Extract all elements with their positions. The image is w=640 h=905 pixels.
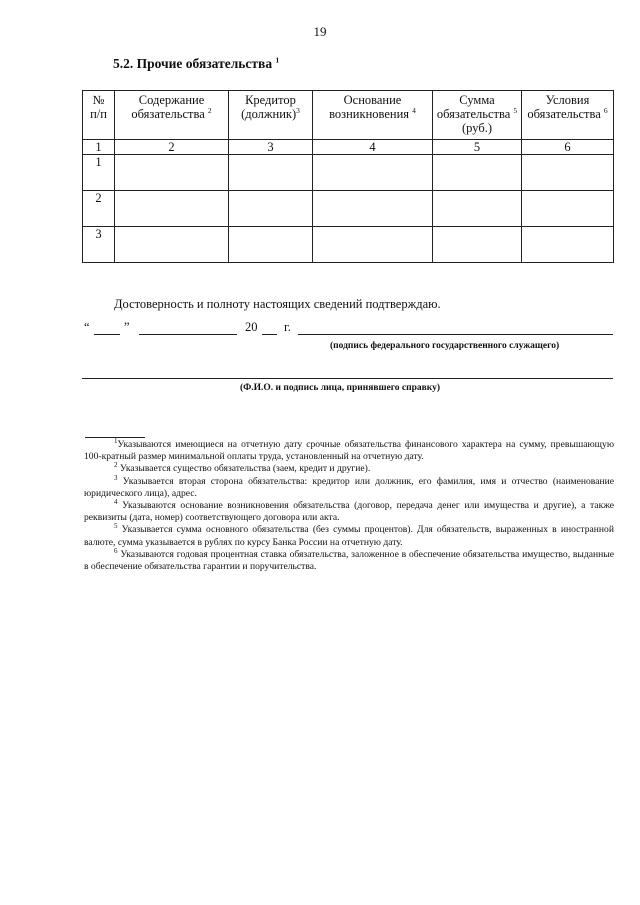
cell-basis[interactable] [313, 155, 433, 191]
column-number-row [83, 140, 614, 155]
footnote-ref: 5 [513, 105, 518, 115]
table-row [83, 155, 614, 191]
header-basis [313, 91, 433, 140]
page-number: 19 [313, 24, 327, 39]
footnote-mark: 2 [114, 461, 118, 470]
close-quote: ” [124, 320, 130, 334]
footnote-mark: 4 [114, 497, 118, 506]
header-number: № п/п [83, 91, 115, 140]
footnote-mark: 6 [114, 546, 118, 555]
footnote [84, 436, 614, 463]
signature-caption: (подпись федерального государственного служащего) [330, 341, 560, 351]
section-title-text: 5.2. Прочие обязательства [113, 56, 273, 71]
footnote-ref: 1 [275, 55, 280, 65]
footnote [84, 497, 614, 524]
header-label: Основание возникновения [329, 93, 410, 121]
header-content [115, 91, 229, 140]
footnote-ref: 4 [412, 105, 416, 115]
footnote-ref: 2 [207, 105, 212, 115]
footnote [84, 546, 614, 573]
month-field[interactable] [139, 320, 237, 335]
table-row [83, 191, 614, 227]
row-number: 2 [83, 191, 115, 227]
cell-creditor[interactable] [229, 227, 313, 263]
footnote-ref: 6 [603, 105, 608, 115]
footnote-text: Указываются основание возникновения обязательства (договор, передача денег или имущества и другие), а также реквизиты (дата, номер) соответствующего договора или акта. [84, 500, 614, 524]
open-quote: “ [84, 320, 90, 334]
footnote [84, 524, 614, 548]
footnote-text: Указываются годовая процентная ставка обязательства, заложенное в обеспечение обязательства имущество, выданные в обеспечение обязательства гарантии и поручительства. [84, 548, 614, 573]
footnote-text: Указывается вторая сторона обязательства: кредитор или должник, его фамилия, имя и отчество (наименование юридического лица), адрес. [84, 475, 614, 499]
footnotes [84, 436, 614, 573]
receiver-caption: (Ф.И.О. и подпись лица, принявшего справку) [239, 383, 441, 393]
cell-conditions[interactable] [522, 227, 614, 263]
row-number: 3 [83, 227, 115, 263]
footnote-mark: 1 [114, 436, 118, 445]
footnote [84, 473, 614, 500]
cell-basis[interactable] [313, 191, 433, 227]
cell-creditor[interactable] [229, 191, 313, 227]
cell-content[interactable] [115, 155, 229, 191]
date-signature-line [82, 320, 613, 340]
cell-basis[interactable] [313, 227, 433, 263]
row-number: 1 [83, 155, 115, 191]
column-number: 3 [229, 140, 313, 155]
header-label: Кредитор (должник) [241, 93, 297, 121]
cell-conditions[interactable] [522, 155, 614, 191]
footnote-mark: 3 [114, 473, 118, 482]
day-field[interactable] [94, 320, 120, 335]
cell-amount[interactable] [433, 191, 522, 227]
cell-content[interactable] [115, 227, 229, 263]
receiver-signature-field[interactable] [82, 378, 613, 379]
column-number: 6 [522, 140, 614, 155]
signature-field[interactable] [298, 320, 613, 335]
table-header-row [83, 91, 614, 140]
header-label: Условия обязательства [527, 93, 601, 121]
confirmation-text: Достоверность и полноту настоящих сведений подтверждаю. [114, 297, 441, 311]
cell-amount[interactable] [433, 227, 522, 263]
footnote-text: Указывается существо обязательства (заем, кредит и другие). [119, 463, 371, 475]
header-label: Сумма обязательства [436, 93, 511, 121]
cell-creditor[interactable] [229, 155, 313, 191]
header-creditor [229, 91, 313, 140]
column-number: 5 [433, 140, 522, 155]
header-amount [433, 91, 522, 140]
year-suffix: г. [284, 320, 291, 334]
cell-content[interactable] [115, 191, 229, 227]
footnote-text: Указываются имеющиеся на отчетную дату срочные обязательства финансового характера на сумму, превышающую 100-кратный размер минимальной оплаты труда, установленный на отчетную дату. [84, 439, 614, 463]
header-label: Содержание обязательства [131, 93, 205, 121]
footnote-mark: 5 [114, 522, 118, 531]
cell-conditions[interactable] [522, 191, 614, 227]
footnote [84, 463, 614, 475]
column-number: 1 [83, 140, 115, 155]
header-conditions [522, 91, 614, 140]
footnote-ref: 3 [296, 105, 300, 115]
footnote-text: Указывается сумма основного обязательства (без суммы процентов). Для обязательств, выраженных в иностранной валюте, сумма указывается в рублях по курсу Банка России на отчетную дату. [84, 524, 614, 548]
obligations-table [82, 90, 614, 263]
section-title [113, 56, 279, 72]
year-field[interactable] [262, 320, 277, 335]
cell-amount[interactable] [433, 155, 522, 191]
column-number: 2 [115, 140, 229, 155]
column-number: 4 [313, 140, 433, 155]
table-row [83, 227, 614, 263]
header-unit: (руб.) [462, 121, 492, 135]
year-prefix: 20 [245, 320, 258, 334]
